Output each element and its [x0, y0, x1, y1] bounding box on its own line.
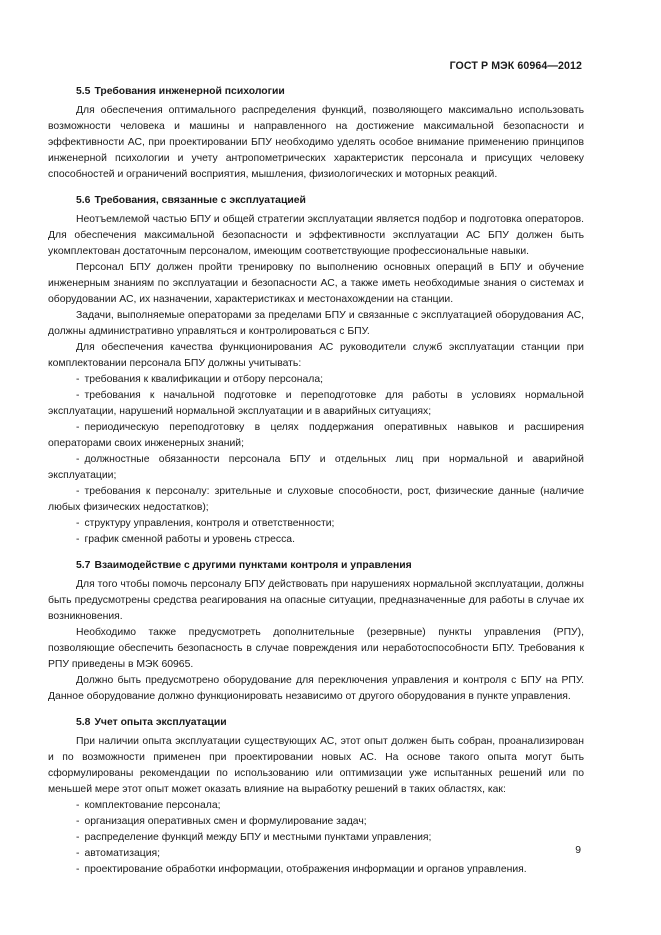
section-title: Взаимодействие с другими пунктами контроля и управления	[94, 560, 412, 571]
section-5-6	[48, 193, 584, 548]
list-item	[48, 798, 584, 814]
list-item-text: график сменной работы и уровень стресса.	[84, 534, 295, 545]
paragraph: Необходимо также предусмотреть дополнительные (резервные) пункты управления (РПУ), позволяющие обеспечить безопасность в случае повреждения или неработоспособности БПУ. Требования к РПУ приведены в МЭК 60965.	[48, 627, 584, 670]
list-dash-marker: -	[76, 374, 80, 385]
list-item-text: распределение функций между БПУ и местными пунктами управления;	[84, 832, 432, 843]
paragraph: При наличии опыта эксплуатации существующих АС, этот опыт должен быть собран, проанализирован и по возможности применен при проектировании новых АС. На основе такого опыта могут быть сформулированы рекомендации по использованию или оптимизации уже испытанных решений или по меньшей мере этот опыт может оказать влияние на выработку решений в таких областях, как:	[48, 736, 584, 795]
standard-designation: ГОСТ Р МЭК 60964—2012	[449, 60, 582, 72]
section-number: 5.6	[76, 195, 91, 206]
list-item	[48, 372, 584, 388]
paragraph: Для обеспечения оптимального распределения функций, позволяющего максимально использовать возможности человека и машины и направленного на достижение максимальной безопасности и эффективности АС, при проектировании БПУ необходимо уделять особое внимание применению принципов инженерной психологии и учету антропометрических характеристик персонала и присущих человеку способностей и ограничений восприятия, мышления, физиологических и моторных реакций.	[48, 105, 584, 180]
list-item	[48, 846, 584, 862]
list-dash-marker: -	[76, 486, 80, 497]
list-dash-marker: -	[76, 816, 80, 827]
section-title: Учет опыта эксплуатации	[94, 717, 227, 728]
section-number: 5.5	[76, 86, 91, 97]
list-item-text: должностные обязанности персонала БПУ и отдельных лиц при нормальной и аварийной эксплуатации;	[48, 454, 584, 481]
section-title: Требования, связанные с эксплуатацией	[94, 195, 306, 206]
paragraph: Для того чтобы помочь персоналу БПУ действовать при нарушениях нормальной эксплуатации, должны быть предусмотрены средства реагирования на опасные ситуации, предназначенные для работы в случае их возникновения.	[48, 579, 584, 622]
paragraph: Персонал БПУ должен пройти тренировку по выполнению основных операций в БПУ и обучение инженерным знаниям по эксплуатации и безопасности АС, а также иметь необходимые знания о системах и оборудовании АС, их назначении, характеристиках и местонахождении на станции.	[48, 262, 584, 305]
section-number: 5.8	[76, 717, 91, 728]
section-number: 5.7	[76, 560, 91, 571]
list-item-text: организация оперативных смен и формулирование задач;	[84, 816, 367, 827]
paragraph: Должно быть предусмотрено оборудование для переключения управления и контроля с БПУ на РПУ. Данное оборудование должно функционировать независимо от другого оборудования в пункте управления.	[48, 675, 584, 702]
section-spacer	[48, 183, 584, 193]
list-dash-marker: -	[76, 848, 80, 859]
section-5-5	[48, 84, 584, 183]
section-spacer	[48, 548, 584, 558]
section-spacer	[48, 705, 584, 715]
list-dash-marker: -	[76, 864, 80, 875]
list-dash-marker: -	[76, 390, 80, 401]
page-number: 9	[575, 845, 581, 856]
list-dash-marker: -	[76, 518, 80, 529]
list-item-text: требования к начальной подготовке и переподготовке для работы в условиях нормальной эксплуатации, нарушений нормальной эксплуатации и в аварийных ситуациях;	[48, 390, 584, 417]
list-item-text: комплектование персонала;	[84, 800, 221, 811]
list-dash-marker: -	[76, 534, 80, 545]
list-item-text: автоматизация;	[84, 848, 161, 859]
list-dash-marker: -	[76, 422, 80, 433]
list-item-text: периодическую переподготовку в целях поддержания оперативных навыков и расширения операторами своих инженерных знаний;	[48, 422, 584, 449]
list-item	[48, 830, 584, 846]
list-item	[48, 388, 584, 420]
list-item	[48, 814, 584, 830]
list-item	[48, 484, 584, 516]
document-body	[48, 84, 584, 878]
list-dash-marker: -	[76, 800, 80, 811]
list-item	[48, 420, 584, 452]
section-title: Требования инженерной психологии	[94, 86, 285, 97]
list-dash-marker: -	[76, 832, 80, 843]
list-item	[48, 532, 584, 548]
list-item-text: требования к персоналу: зрительные и слуховые способности, рост, физические данные (наличие любых физических недостатков);	[48, 486, 584, 513]
paragraph: Для обеспечения качества функционирования АС руководители служб эксплуатации станции при комплектовании персонала БПУ должны учитывать:	[48, 342, 584, 369]
bullet-list	[48, 798, 584, 878]
list-item-text: требования к квалификации и отбору персонала;	[84, 374, 324, 385]
list-item-text: структуру управления, контроля и ответственности;	[84, 518, 335, 529]
paragraph: Задачи, выполняемые операторами за пределами БПУ и связанные с эксплуатацией оборудования АС, должны административно управляться и контролироваться с БПУ.	[48, 310, 584, 337]
list-dash-marker: -	[76, 454, 80, 465]
list-item-text: проектирование обработки информации, отображения информации и органов управления.	[84, 864, 527, 875]
section-5-8	[48, 715, 584, 878]
list-item	[48, 516, 584, 532]
section-heading	[48, 193, 584, 209]
section-heading	[48, 558, 584, 574]
section-heading	[48, 715, 584, 731]
list-item	[48, 862, 584, 878]
section-5-7	[48, 558, 584, 705]
paragraph: Неотъемлемой частью БПУ и общей стратегии эксплуатации является подбор и подготовка операторов. Для обеспечения максимальной безопасности и эффективности эксплуатации АС БПУ должен быть укомплектован достаточным персоналом, имеющим соответствующие профессиональные навыки.	[48, 214, 584, 257]
section-heading	[48, 84, 584, 100]
bullet-list	[48, 372, 584, 548]
list-item	[48, 452, 584, 484]
